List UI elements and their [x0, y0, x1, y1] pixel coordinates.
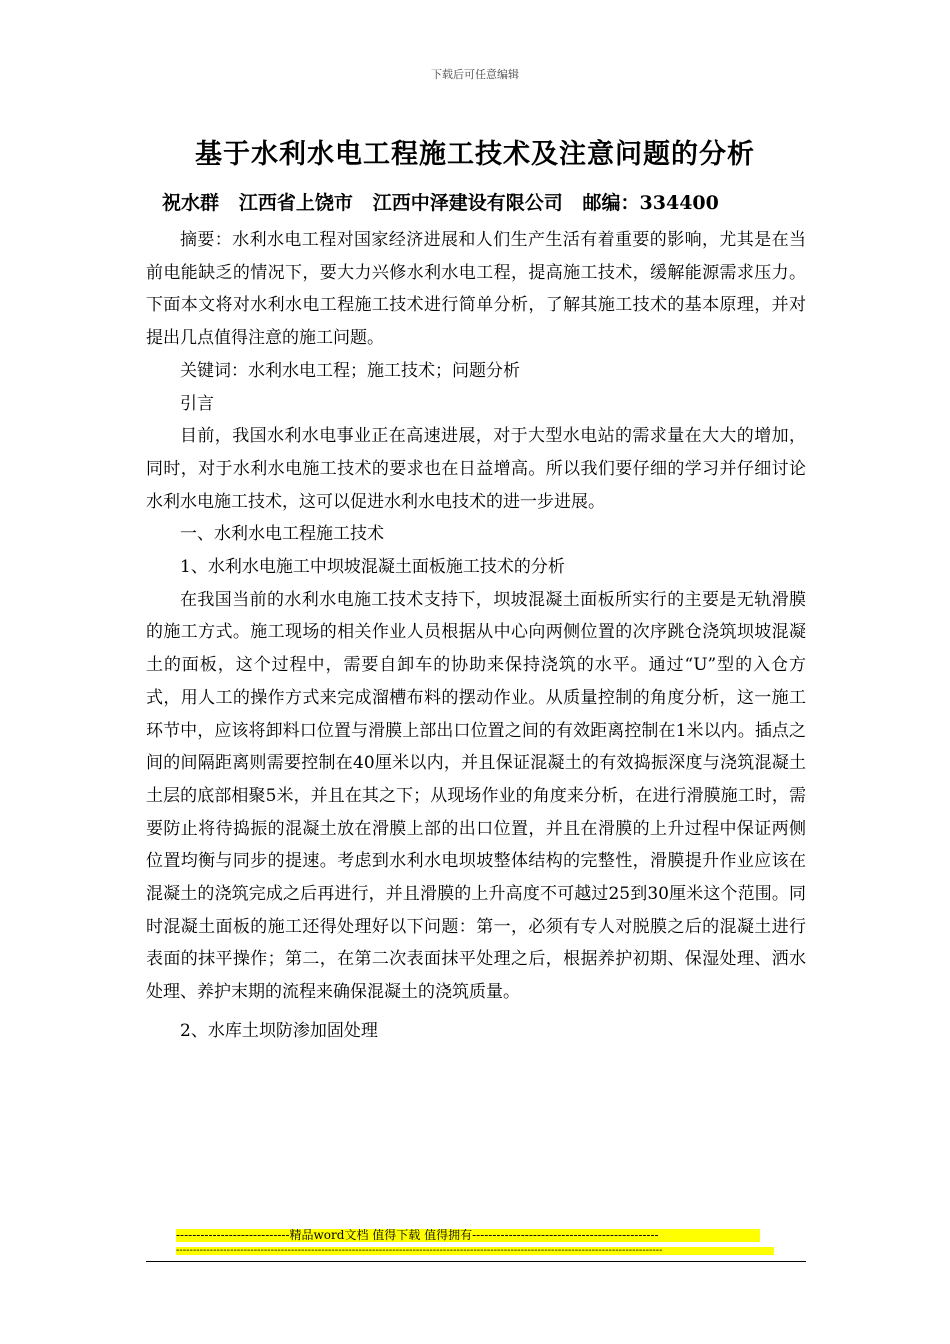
- page-footer: [146, 1229, 806, 1262]
- footer-banner-text: ----------------------------精品word文档 值得下载 值得拥有----------------------------------------------: [176, 1229, 760, 1242]
- introduction-paragraph: 目前，我国水利水电事业正在高速进展，对于大型水电站的需求量在大大的增加，同时，对于水利水电施工技术的要求也在日益增高。所以我们要仔细的学习并仔细讨论水利水电施工技术，这可以促进水利水电技术的进一步进展。: [146, 426, 806, 512]
- document-body: [146, 224, 806, 1048]
- page-header-note: 下载后可任意编辑: [431, 68, 519, 81]
- abstract-paragraph: 摘要：水利水电工程对国家经济进展和人们生产生活有着重要的影响，尤其是在当前电能缺乏的情况下，要大力兴修水利水电工程，提高施工技术，缓解能源需求压力。下面本文将对水利水电工程施工技术进行简单分析，了解其施工技术的基本原理，并对提出几点值得注意的施工问题。: [146, 230, 806, 349]
- footer-divider: [146, 1261, 806, 1262]
- body-paragraph-dam-slab: 在我国当前的水利水电施工技术支持下，坝坡混凝土面板所实行的主要是无轨滑膜的施工方式。施工现场的相关作业人员根据从中心向两侧位置的次序跳仓浇筑坝坡混凝土的面板，这个过程中，需要自卸车的协助来保持浇筑的水平。通过“U”型的入仓方式，用人工的操作方式来完成溜槽布料的摆动作业。从质量控制的角度分析，这一施工环节中，应该将卸料口位置与滑膜上部出口位置之间的有效距离控制在1米以内。插点之间的间隔距离则需要控制在40厘米以内，并且保证混凝土的有效捣振深度与浇筑混凝土土层的底部相聚5米，并且在其之下；从现场作业的角度来分析，在进行滑膜施工时，需要防止将待捣振的混凝土放在滑膜上部的出口位置，并且在滑膜的上升过程中保证两侧位置均衡与同步的提速。考虑到水利水电坝坡整体结构的完整性，滑膜提升作业应该在混凝土的浇筑完成之后再进行，并且滑膜的上升高度不可越过25到30厘米这个范围。同时混凝土面板的施工还得处理好以下问题：第一，必须有专人对脱膜之后的混凝土进行表面的抹平操作；第二，在第二次表面抹平处理之后，根据养护初期、保湿处理、洒水处理、养护末期的流程来确保混凝土的浇筑质量。: [146, 589, 806, 1003]
- author-byline: 祝水群 江西省上饶市 江西中泽建设有限公司 邮编：334400: [162, 192, 719, 214]
- subsection-heading-1-1: 1、水利水电施工中坝坡混凝土面板施工技术的分析: [180, 557, 565, 578]
- subsection-heading-1-2: 2、水库土坝防渗加固处理: [180, 1020, 378, 1041]
- section-heading-introduction: 引言: [180, 393, 214, 414]
- footer-banner-dashes: ------------------------------------------------------------------------------------------------------------------------------------------------: [176, 1247, 774, 1255]
- document-title: 基于水利水电工程施工技术及注意问题的分析: [195, 139, 755, 170]
- keywords-line: 关键词：水利水电工程；施工技术；问题分析: [180, 360, 520, 381]
- section-heading-1: 一、水利水电工程施工技术: [180, 524, 384, 545]
